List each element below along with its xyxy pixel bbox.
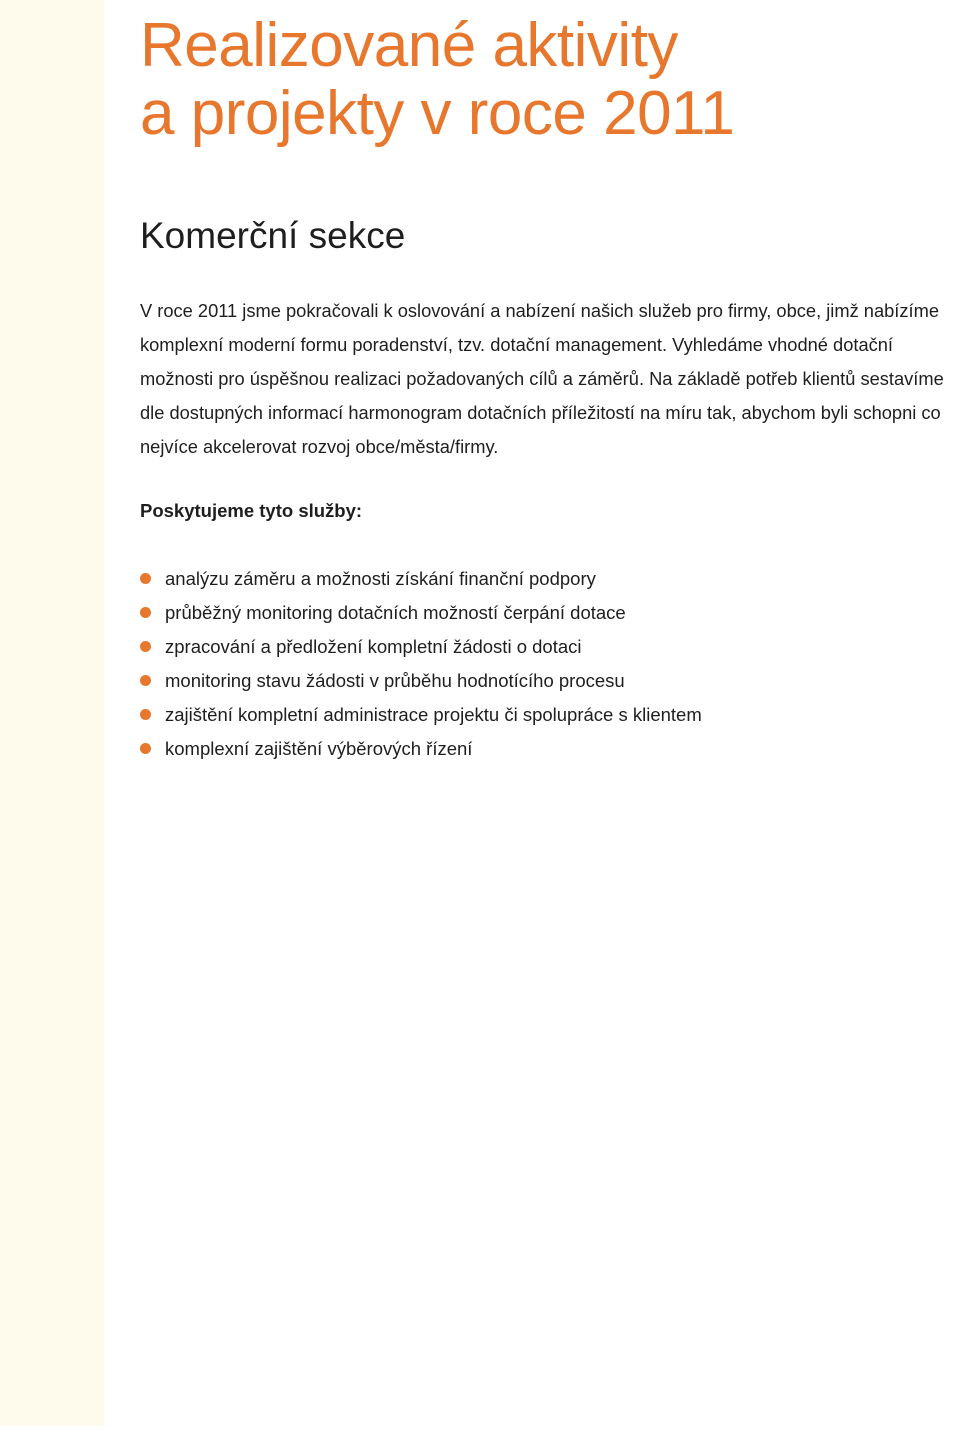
page-title — [140, 12, 734, 148]
service-item-text: analýzu záměru a možnosti získání finanční podpory — [165, 568, 596, 589]
page-title-line-2: a projekty v roce 2011 — [140, 79, 735, 148]
services-list — [140, 562, 702, 766]
service-item — [140, 698, 702, 732]
service-item — [140, 630, 702, 664]
bullet-dot-icon — [140, 573, 151, 584]
side-decorative-stripe — [0, 0, 104, 1426]
bullet-dot-icon — [140, 641, 151, 652]
bullet-dot-icon — [140, 607, 151, 618]
service-item-text: monitoring stavu žádosti v průběhu hodnotícího procesu — [165, 670, 625, 691]
bullet-dot-icon — [140, 743, 151, 754]
page-title-line-1: Realizované aktivity — [140, 11, 678, 80]
service-item-text: průběžný monitoring dotačních možností čerpání dotace — [165, 602, 626, 623]
services-heading: Poskytujeme tyto služby: — [140, 500, 363, 521]
service-item — [140, 596, 702, 630]
service-item-text: zpracování a předložení kompletní žádosti o dotaci — [165, 636, 582, 657]
intro-paragraph: V roce 2011 jsme pokračovali k oslovování a nabízení našich služeb pro firmy, obce, jimž nabízíme komplexní moderní formu poradenství, tzv. dotační management. Vyhledáme vhodné dotační možnosti pro úspěšnou realizaci požadovaných cílů a záměrů. Na základě potřeb klientů sestavíme dle dostupných informací harmonogram dotačních příležitostí na míru tak, abychom byli schopni co nejvíce akcelerovat rozvoj obce/města/firmy. — [140, 300, 944, 457]
bullet-dot-icon — [140, 675, 151, 686]
service-item — [140, 562, 702, 596]
service-item — [140, 732, 702, 766]
service-item-text: zajištění kompletní administrace projektu či spolupráce s klientem — [165, 704, 702, 725]
section-title: Komerční sekce — [140, 215, 406, 256]
service-item-text: komplexní zajištění výběrových řízení — [165, 738, 473, 759]
bullet-dot-icon — [140, 709, 151, 720]
service-item — [140, 664, 702, 698]
